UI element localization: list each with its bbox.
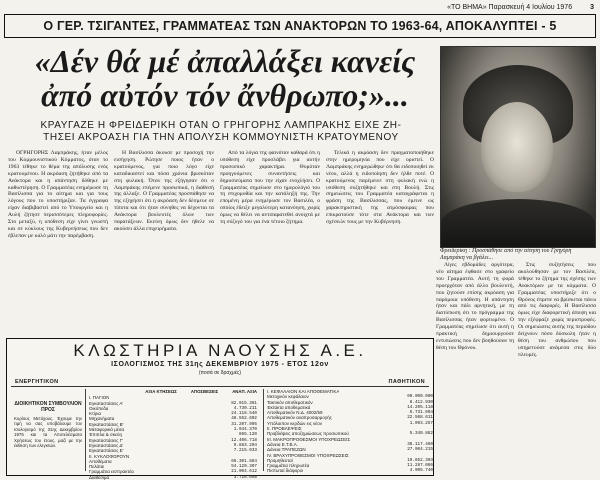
row-value: 66.301.884 bbox=[231, 458, 257, 464]
running-head bbox=[6, 2, 594, 12]
row-label: Έπιπλα & σκεύη bbox=[89, 432, 123, 438]
headline bbox=[20, 44, 430, 112]
article-column-4 bbox=[326, 150, 434, 336]
row-value: 4.730.211 bbox=[233, 405, 257, 411]
row-value: 12.406.718 bbox=[231, 437, 257, 443]
row-label: Τακτικόν αποθεματικόν bbox=[267, 399, 313, 405]
row-value: 38.117.460 bbox=[407, 441, 433, 447]
row-label: Γραμμάτια πληρωτέα bbox=[267, 463, 310, 469]
row-label: Εγκαταστάσεις Δ' bbox=[89, 442, 124, 448]
row-label: Διαθέσιμα bbox=[89, 474, 110, 480]
series-banner: Ο ΓΕΡ. ΤΣΙΓΑΝΤΕΣ, ΓΡΑΜΜΑΤΕΑΣ ΤΩΝ ΑΝΑΚΤΟΡΩΝ ΤΟ 1963-64, ΑΠΟΚΑΛΥΠΤΕΙ - 5 bbox=[4, 14, 596, 38]
portrait-photo bbox=[440, 46, 596, 248]
row-value: 865.120 bbox=[238, 432, 257, 438]
row-value: 6.731.004 bbox=[409, 410, 433, 416]
row-value: 54.120.397 bbox=[231, 464, 257, 470]
row-value: 9.883.204 bbox=[233, 442, 257, 448]
row-label: ΙΙ. ΚΥΚΛΟΦΟΡΟΥΝ bbox=[89, 453, 130, 459]
row-label: Ι. ΚΕΦΑΛΑΙΟΝ ΚΑΙ ΑΠΟΘΕΜΑΤΙΚΑ bbox=[267, 389, 340, 394]
row-label: Προβλέψεις αποζημιώσεως προσωπικού bbox=[267, 431, 349, 437]
row-label: Ι. ΠΑΓΙΟΝ bbox=[89, 395, 110, 401]
row-label: Δάνεια Ε.Τ.Β.Α. bbox=[267, 441, 298, 447]
column-1-text: ΟΓΡΗΓΟΡΗΣ Λαμπράκης, ήταν μέλος του Κομμουνιστικού Κόμματος, όταν το 1963 τέθηκε το θέμα της απόλυσης ενός κρατουμένου. Η ακρόαση ζητήθηκε από τα Ανάκτορα και η απάντηση δόθηκε με καθυστέρηση. Ο Γραμματέας ενημέρωσε τη Βασίλισσα για το αίτημα και για τους λόγους που το υποστήριζαν. Τα έγγραφα είχαν διαβιβαστεί από το Υπουργείο και η Αυλή ζήτησε περισσότερες πληροφορίες. Στο μεταξύ, η υπόθεση είχε γίνει γνωστή και σε κύκλους της Κυβερνήσεως που δεν έβλεπαν με καλό μάτι την παρέμβαση. bbox=[8, 150, 108, 239]
board-report-title: ΔΙΟΙΚΗΤΙΚΟΝ ΣΥΜΒΟΥΛΙΟΝ bbox=[14, 401, 82, 407]
row-label: Προμηθευταί bbox=[267, 457, 293, 463]
row-value: 22.508.611 bbox=[407, 415, 433, 421]
row-label: Εγκαταστάσεις Γ' bbox=[89, 437, 123, 443]
row-label: Υπόλοιπον κερδών εις νέον bbox=[267, 420, 323, 426]
row-value: 11.287.066 bbox=[407, 463, 433, 469]
row-label: Οικόπεδα bbox=[89, 405, 109, 411]
row-label: Αποθεματικόν αναπροσαρμογής bbox=[267, 415, 332, 421]
article-column-2 bbox=[114, 150, 214, 336]
row-value: 3.716.058 bbox=[233, 474, 257, 480]
col-head: ΑΞΙΑ ΚΤΗΣΕΩΣ bbox=[145, 389, 177, 394]
liabilities-rows bbox=[267, 389, 433, 474]
column-2-text: Η Βασίλισσα άκουσε με προσοχή την εισήγηση. Ρώτησε ποιος ήταν ο κρατούμενος, για ποιο λόγο είχε καταδικαστεί και πόσα χρόνια βρισκόταν στη φυλακή. Όταν της εξήγησαν ότι ο Λαμπράκης επέμενε προσωπικά, η διάθεσή της άλλαξε. Ο Γραμματέας προσπάθησε να της εξηγήσει ότι η ακρόαση δεν δέσμευε σε τίποτα και ότι ήταν σύνηθες να δέχονται τα Ανάκτορα βουλευτές όλων των παρατάξεων. Εκείνη όμως δεν ήθελε να ακούσει άλλα επιχειρήματα. bbox=[114, 150, 214, 232]
row-label: Κτίρια bbox=[89, 411, 101, 417]
row-value: 14.205.118 bbox=[407, 404, 433, 410]
row-label: Αποθεματικόν Ν.Δ. 4002/59 bbox=[267, 410, 323, 416]
assets-heading: ΕΝΕΡΓΗΤΙΚΟΝ bbox=[15, 379, 59, 385]
row-value: 8.412.930 bbox=[409, 399, 433, 405]
row-label: Μετοχικόν κεφάλαιον bbox=[267, 394, 309, 400]
page-number: 3 bbox=[590, 3, 594, 11]
row-label: Μηχανήματα bbox=[89, 416, 115, 422]
board-report-subtitle: ΠΡΟΣ bbox=[41, 407, 55, 413]
liabilities-heading: ΠΑΘΗΤΙΚΟΝ bbox=[388, 379, 425, 385]
headline-line-2: ἀπό αὐτόν τόν ἄνθρωπο;»... bbox=[41, 77, 409, 113]
row-label: Γραμμάτια εισπρακτέα bbox=[89, 469, 134, 475]
column-5-text: Λίγες εβδομάδες αργότερα, νέο αίτημα έφθασε στο γραφείο του Γραμματέα. Αυτή τη φορά προερχόταν από άλλο βουλευτή, που ζητούσε επίσης ακρόαση για παρόμοια υπόθεση. Η απάντηση ήταν και πάλι αρνητική, με τη διατύπωση ότι το πρόγραμμα της Βασίλισσας ήταν φορτωμένο. Ο Γραμματέας σημείωσε ότι αυτή η πρακτική δημιουργούσε εντυπώσεις που δεν βοηθούσαν τη θέση του Θρόνου. bbox=[436, 262, 514, 351]
row-value: 48.552.602 bbox=[231, 416, 257, 422]
row-value: 31.207.995 bbox=[231, 421, 257, 427]
row-value: 82.915.361 bbox=[231, 400, 257, 406]
row-value: 21.004.612 bbox=[231, 469, 257, 475]
article-column-3 bbox=[220, 150, 320, 336]
photo-face bbox=[481, 102, 553, 192]
assets-table bbox=[89, 389, 257, 480]
row-value: 5.340.882 bbox=[409, 431, 433, 437]
ad-divider bbox=[11, 386, 429, 387]
subheadline-line-1: ΚΡΑΥΓΑΖΕ Η ΦΡΕΙΔΕΡΙΚΗ ΟΤΑΝ Ο ΓΡΗΓΟΡΗΣ ΛΑΜΠΡΑΚΗΣ ΕΙΧΕ ΖΗ- bbox=[40, 120, 402, 131]
photo-shoulders bbox=[441, 199, 595, 247]
board-report-box bbox=[11, 389, 86, 471]
article-column-6 bbox=[518, 262, 596, 472]
row-label: Εγκαταστάσεις Ε' bbox=[89, 448, 124, 454]
ad-subtitle-note: (ποσά σε δραχμές) bbox=[198, 370, 242, 376]
row-label: Δάνεια ΤΡΑΠΕΖΩΝ bbox=[267, 447, 306, 453]
table-row bbox=[267, 468, 433, 473]
paper-dateline: «ΤΟ ΒΗΜΑ» Παρασκευή 4 Ιουλίου 1976 bbox=[447, 3, 573, 11]
article-column-5 bbox=[436, 262, 514, 472]
column-4-text: Τελικά η ακρόαση δεν πραγματοποιήθηκε στην ημερομηνία που είχε οριστεί. Ο Λαμπράκης ενημερώθηκε ότι θα ειδοποιηθεί εκ νέου, αλλά η ειδοποίηση δεν ήλθε ποτέ. Ο κρατούμενος παρέμεινε στη φυλακή ενώ η υπόθεση συζητήθηκε και στη Βουλή. Στις σημειώσεις του Γραμματέα καταγράφεται η φράση της Βασίλισσας, που έμεινε ως χαρακτηριστική της ατμόσφαιρας που επικρατούσε τότε στα Ανάκτορα και των σχέσεών τους με την Κυβέρνηση. bbox=[326, 150, 434, 226]
row-value: 27.904.215 bbox=[407, 447, 433, 453]
col-head: ΑΝΑΠ. ΑΞΙΑ bbox=[232, 389, 257, 394]
headline-line-1: «Δέν θά μέ ἀπαλλάξει κανείς bbox=[34, 43, 416, 79]
table-row bbox=[89, 475, 257, 480]
column-3-text: Από τα λόγια της φαινόταν καθαρά ότι η υπόθεση είχε προσλάβει για αυτήν προσωπικό χαρακτήρα. Θυμόταν προηγούμενες συναντήσεις και δημοσιεύματα που την είχαν ενοχλήσει. Ο Γραμματέας σημείωσε στο ημερολόγιό του τη στιχομυθία και την κατάληξή της. Την επομένη μέρα ενημέρωσε τον Βασιλέα, ο οποίος έδειξε μεγαλύτερη κατανόηση, χωρίς όμως να θέλει να αντιπαρατεθεί ανοιχτά με τη σύζυγό του για ένα τέτοιο ζήτημα. bbox=[220, 150, 320, 226]
row-label: Πελάται bbox=[89, 464, 105, 470]
row-label: Εγκαταστάσεις Β' bbox=[89, 421, 124, 427]
subheadline-line-2: ΤΗΣΕΙ ΑΚΡΟΑΣΗ ΓΙΑ ΤΗΝ ΑΠΟΛΥΣΗ ΚΟΜΜΟΥΝΙΣΤΗ ΚΡΑΤΟΥΜΕΝΟΥ bbox=[43, 132, 399, 143]
row-label: IV. ΒΡΑΧΥΠΡΟΘΕΣΜΟΙ ΥΠΟΧΡΕΩΣΕΙΣ bbox=[267, 452, 349, 458]
row-label: Έκτακτα αποθεματικά bbox=[267, 404, 311, 410]
row-value: 19.652.303 bbox=[407, 457, 433, 463]
article-column-1 bbox=[8, 150, 108, 336]
row-value: 1.944.370 bbox=[233, 427, 257, 433]
row-label: ΙΙΙ. ΜΑΚΡΟΠΡΟΘΕΣΜΟΙ ΥΠΟΧΡΕΩΣΕΙΣ bbox=[267, 436, 351, 442]
balance-sheet-advertisement bbox=[6, 338, 434, 480]
row-value: 1.093.257 bbox=[409, 420, 433, 426]
row-value: 24.118.540 bbox=[231, 411, 257, 417]
ad-company-title: ΚΛΩΣΤΗΡΙΑ ΝΑΟΥΣΗΣ Α.Ε. bbox=[73, 341, 367, 360]
ad-subtitle: ΙΣΟΛΟΓΙΣΜΟΣ ΤΗΣ 31ης ΔΕΚΕΜΒΡΙΟΥ 1975 - ΕΤΟΣ 12ον bbox=[111, 361, 329, 368]
liabilities-table bbox=[263, 389, 433, 474]
assets-rows bbox=[89, 395, 257, 480]
assets-column-heads bbox=[89, 389, 257, 394]
column-6-text: Στις συζητήσεις που ακολούθησαν με τον Βασιλέα, τέθηκε το ζήτημα της σχέσης των Ανακτόρων με τα κόμματα. Ο Γραμματέας υποστήριξε ότι ο Θρόνος έπρεπε να βρίσκεται πάνω από τις διαφορές. Η Βασίλισσα όμως είχε διαφορετική άποψη και την εξέφραζε χωρίς περιστροφές. Οι σημειώσεις αυτής της περιόδου δείχνουν πόσο δύσκολη ήταν η θέση του ανθρώπου που υπηρετούσε ανάμεσα στις δύο πλευρές. bbox=[518, 262, 596, 358]
row-label: Μεταφορικά μέσα bbox=[89, 427, 125, 433]
row-value: 4.905.740 bbox=[409, 468, 433, 474]
photo-caption: Φρειδερίκη : Προσπάθησε από την αίτηση του Γρηγόρη Λαμπράκη να βγάλει... bbox=[440, 248, 572, 261]
row-value: 7.215.033 bbox=[233, 448, 257, 454]
row-label: Πιστωταί διάφοροι bbox=[267, 468, 304, 474]
row-label: Εγκαταστάσεις Α' bbox=[89, 400, 124, 406]
row-value: 60.000.000 bbox=[407, 394, 433, 400]
board-report-text: Κυρίους Μετόχους. Έχουμε την τιμή να σας υποβάλουμε τον Ισολογισμό της 31ης Δεκεμβρίου 1975 και τα Αποτελέσματα Χρήσεως του έτους, μαζί με την έκθεση των ελεγκτών. bbox=[14, 416, 82, 449]
row-label: Αποθέματα bbox=[89, 458, 112, 464]
col-head: ΑΠΟΣΒΕΣΕΙΣ bbox=[190, 389, 219, 394]
subheadline bbox=[8, 120, 434, 144]
row-label: ΙΙ. ΠΡΟΒΛΕΨΕΙΣ bbox=[267, 426, 302, 432]
